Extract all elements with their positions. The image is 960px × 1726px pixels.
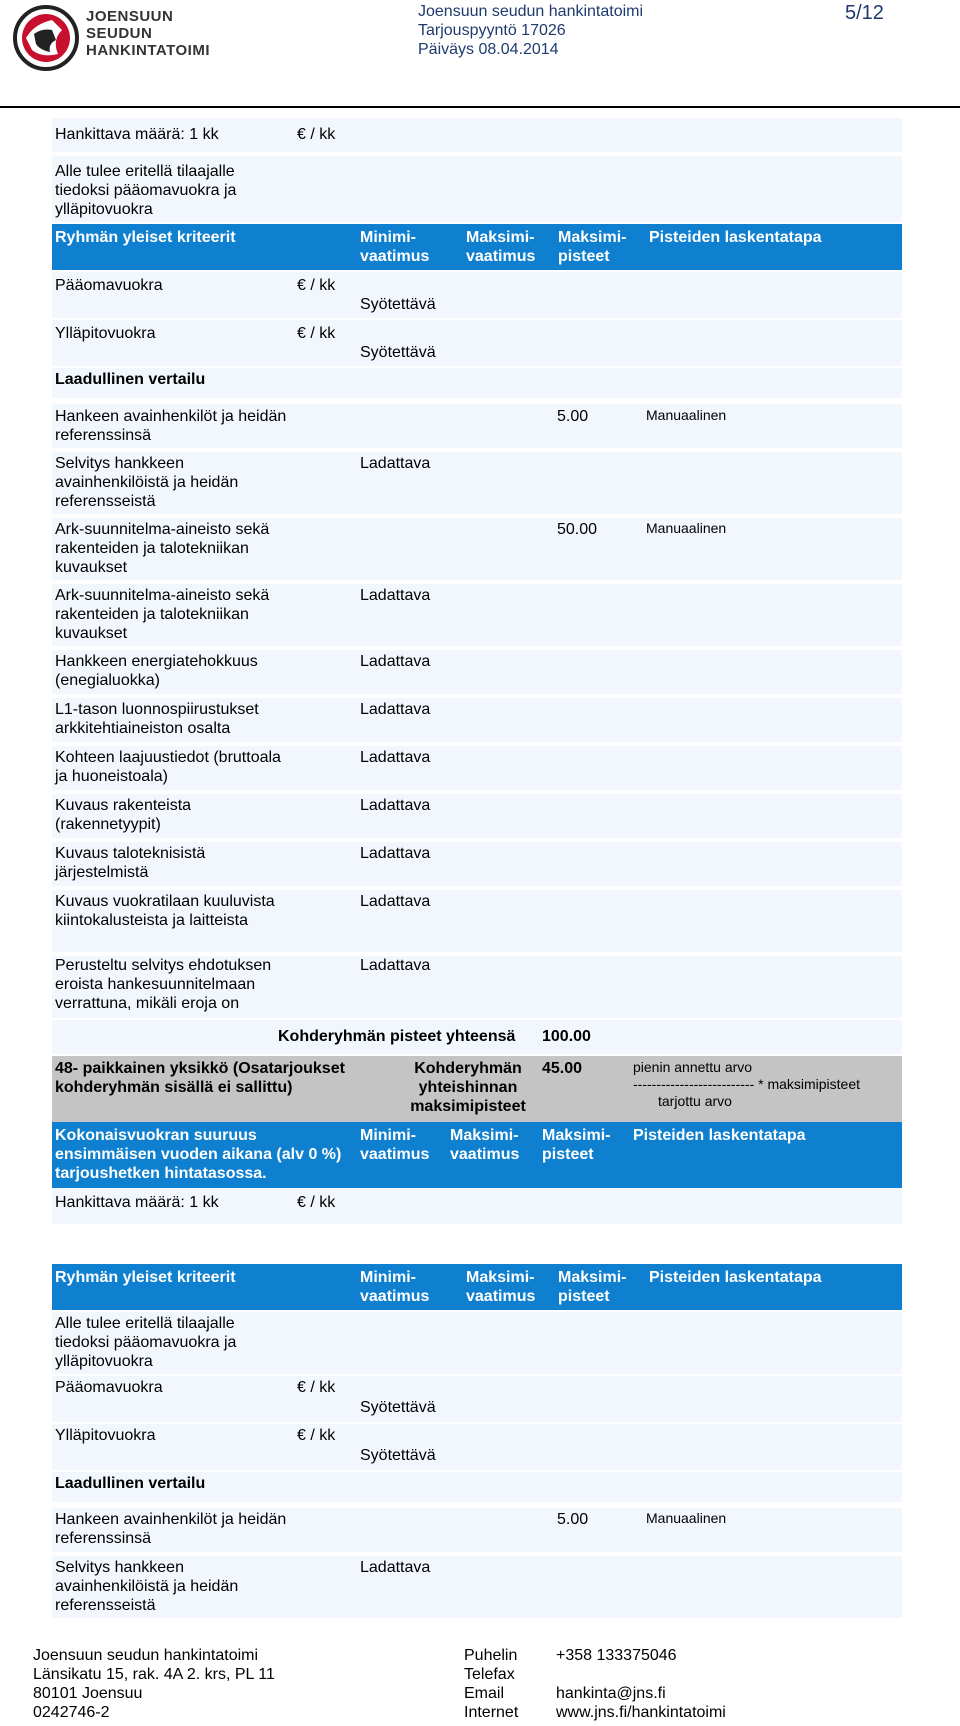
quality-row-calc: Manuaalinen (646, 1510, 727, 1526)
quality-row (52, 1508, 902, 1552)
group-header (52, 1264, 902, 1310)
header-maxpoints: Maksimi- pisteet (558, 1269, 627, 1305)
quality-row-label: Ark-suunnitelma-aineisto sekä rakenteiden ja talotekniikan kuvaukset (55, 587, 270, 642)
row-paaomavuokra (52, 272, 902, 318)
row-min: Syötettävä (360, 1399, 436, 1416)
quality-row-min: Ladattava (360, 957, 431, 974)
formula-mid: -------------------------- * maksimipisteet (633, 1076, 861, 1092)
quality-row (52, 956, 902, 1018)
price-header-max: Maksimi- vaatimus (450, 1127, 520, 1163)
quality-label: Laadullinen vertailu (55, 371, 206, 388)
footer-email-label: Email (464, 1685, 505, 1702)
footer-address (33, 1646, 275, 1722)
footer-contact-values (556, 1646, 726, 1722)
logo-line-1: JOENSUUN (86, 8, 174, 25)
header-min: Minimi- vaatimus (360, 229, 430, 265)
header-min: Minimi- vaatimus (360, 1269, 430, 1305)
footer-city: 80101 Joensuu (33, 1685, 143, 1702)
row-label: Ylläpitovuokra (55, 1427, 156, 1444)
price-header-min: Minimi- vaatimus (360, 1127, 430, 1163)
footer-contact-labels (464, 1646, 518, 1722)
amount-unit: € / kk (297, 126, 336, 143)
row-unit: € / kk (297, 1379, 336, 1396)
formula-bottom: tarjottu arvo (658, 1093, 732, 1109)
quality-row-calc: Manuaalinen (646, 407, 727, 423)
row-yllapitovuokra (52, 1424, 902, 1470)
price-header-maxpoints: Maksimi- pisteet (542, 1127, 611, 1163)
header-request: Tarjouspyyntö 17026 (418, 22, 566, 39)
quality-label-row (52, 1472, 902, 1502)
quality-label-row (52, 368, 902, 398)
quality-row-label: Kuvaus vuokratilaan kuuluvista kiintokalusteista ja laitteista (55, 893, 275, 929)
quality-row-min: Ladattava (360, 845, 431, 862)
quality-row (52, 794, 902, 838)
row-label: Ylläpitovuokra (55, 325, 156, 342)
quality-row-min: Ladattava (360, 587, 431, 604)
group-title: 48- paikkainen yksikkö (Osatarjoukset kohderyhmän sisällä ei sallittu) (55, 1060, 345, 1096)
quality-row (52, 698, 902, 742)
quality-row (52, 452, 902, 514)
header-org: Joensuun seudun hankintatoimi (418, 3, 644, 20)
group-points-value: 45.00 (542, 1060, 583, 1077)
amount-row (52, 1188, 902, 1224)
group-summary (52, 1056, 902, 1122)
quality-row-label: Hankkeen energiatehokkuus (enegialuokka) (55, 653, 258, 689)
header-calc: Pisteiden laskentatapa (649, 229, 822, 246)
logo-line-3: HANKINTATOIMI (86, 42, 210, 59)
quality-row-label: Ark-suunnitelma-aineisto sekä rakenteiden ja talotekniikan kuvaukset (55, 521, 270, 576)
footer-business-id: 0242746-2 (33, 1704, 110, 1721)
row-paaomavuokra (52, 1376, 902, 1422)
price-header-calc: Pisteiden laskentatapa (633, 1127, 806, 1144)
amount-label: Hankittava määrä: 1 kk (55, 126, 219, 143)
footer-street: Länsikatu 15, rak. 4A 2. krs, PL 11 (33, 1666, 275, 1683)
quality-row-label: L1-tason luonnospiirustukset arkkitehtiaineiston osalta (55, 701, 259, 737)
price-header (52, 1122, 902, 1188)
header-divider (0, 106, 960, 108)
row-unit: € / kk (297, 277, 336, 294)
header-max: Maksimi- vaatimus (466, 1269, 536, 1305)
quality-row (52, 1556, 902, 1618)
quality-row-min: Ladattava (360, 653, 431, 670)
total-value: 100.00 (542, 1028, 591, 1045)
row-yllapitovuokra (52, 320, 902, 366)
quality-row-min: Ladattava (360, 455, 431, 472)
quality-row-label: Selvitys hankkeen avainhenkilöistä ja heidän referensseistä (55, 1559, 239, 1614)
header-criteria: Ryhmän yleiset kriteerit (55, 1269, 236, 1286)
quality-row (52, 518, 902, 580)
footer-fax-label: Telefax (464, 1666, 515, 1683)
group-points-label: Kohderyhmän yhteishinnan maksimipisteet (410, 1060, 526, 1115)
quality-row-label: Kohteen laajuustiedot (bruttoala ja huoneistoala) (55, 749, 281, 785)
note-text: Alle tulee eritellä tilaajalle tiedoksi pääomavuokra ja ylläpitovuokra (55, 163, 237, 218)
quality-row (52, 842, 902, 886)
quality-row (52, 890, 902, 952)
quality-row (52, 650, 902, 694)
quality-row-min: Ladattava (360, 701, 431, 718)
amount-row (52, 118, 902, 152)
footer-email[interactable]: hankinta@jns.fi (556, 1685, 666, 1702)
logo-text (86, 8, 210, 59)
note-row (52, 156, 902, 222)
note-text: Alle tulee eritellä tilaajalle tiedoksi pääomavuokra ja ylläpitovuokra (55, 1315, 237, 1370)
header-info (418, 2, 643, 59)
footer-website[interactable]: www.jns.fi/hankintatoimi (556, 1704, 726, 1721)
quality-row-min: Ladattava (360, 893, 431, 910)
row-unit: € / kk (297, 325, 336, 342)
footer-phone: +358 133375046 (556, 1647, 677, 1664)
quality-row-points: 5.00 (557, 1511, 589, 1528)
quality-row-points: 5.00 (557, 408, 589, 425)
header-criteria: Ryhmän yleiset kriteerit (55, 229, 236, 246)
quality-row-calc: Manuaalinen (646, 520, 727, 536)
amount-label: Hankittava määrä: 1 kk (55, 1194, 219, 1211)
group-header (52, 224, 902, 270)
quality-row (52, 584, 902, 646)
quality-row-label: Perusteltu selvitys ehdotuksen eroista hankesuunnitelmaan verrattuna, mikäli eroja on (55, 957, 272, 1012)
formula-top: pienin annettu arvo (633, 1059, 753, 1075)
total-row (52, 1020, 902, 1054)
footer-phone-label: Puhelin (464, 1647, 518, 1664)
row-min: Syötettävä (360, 344, 436, 361)
logo-line-2: SEUDUN (86, 25, 153, 42)
note-row (52, 1312, 902, 1374)
quality-row (52, 746, 902, 790)
quality-row-min: Ladattava (360, 1559, 431, 1576)
amount-unit: € / kk (297, 1194, 336, 1211)
quality-row-label: Hankeen avainhenkilöt ja heidän referenssinsä (55, 408, 287, 444)
quality-row (52, 404, 902, 448)
price-header-criteria: Kokonaisvuokran suuruus ensimmäisen vuoden aikana (alv 0 %) tarjoushetken hintatasossa. (55, 1127, 342, 1182)
quality-row-label: Kuvaus taloteknisistä järjestelmistä (55, 845, 206, 881)
quality-row-min: Ladattava (360, 797, 431, 814)
quality-row-min: Ladattava (360, 749, 431, 766)
quality-row-label: Hankeen avainhenkilöt ja heidän referenssinsä (55, 1511, 287, 1547)
quality-label: Laadullinen vertailu (55, 1475, 206, 1492)
header-max: Maksimi- vaatimus (466, 229, 536, 265)
header-maxpoints: Maksimi- pisteet (558, 229, 627, 265)
row-min: Syötettävä (360, 296, 436, 313)
footer-org: Joensuun seudun hankintatoimi (33, 1647, 259, 1664)
footer-internet-label: Internet (464, 1704, 519, 1721)
quality-row-points: 50.00 (557, 521, 598, 538)
quality-row-label: Kuvaus rakenteista (rakennetyypit) (55, 797, 192, 833)
row-min: Syötettävä (360, 1447, 436, 1464)
row-unit: € / kk (297, 1427, 336, 1444)
row-label: Pääomavuokra (55, 277, 163, 294)
footer-fax (556, 1665, 726, 1684)
total-label: Kohderyhmän pisteet yhteensä (278, 1028, 516, 1045)
header-calc: Pisteiden laskentatapa (649, 1269, 822, 1286)
row-label: Pääomavuokra (55, 1379, 163, 1396)
quality-row-label: Selvitys hankkeen avainhenkilöistä ja heidän referensseistä (55, 455, 239, 510)
header-date: Päiväys 08.04.2014 (418, 41, 559, 58)
page-number: 5/12 (845, 2, 884, 24)
